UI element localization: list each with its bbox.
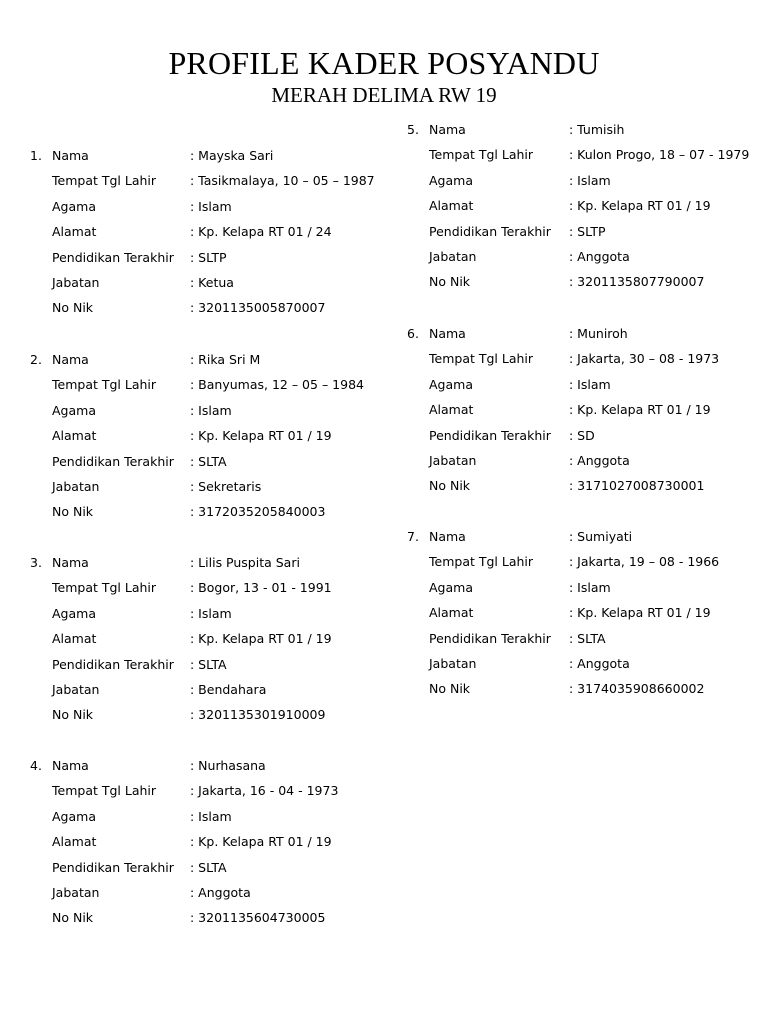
field-value: : 3201135301910009 [190,707,326,723]
field-value: : 3201135005870007 [190,300,326,316]
field-value: : SD [569,427,595,443]
entry-number: 1. [30,148,42,163]
entry-number: 4. [30,758,42,773]
field-label: Nama [52,352,89,367]
field-label: Alamat [429,605,474,621]
entry-number: 2. [30,352,42,367]
field-label: No Nik [429,681,471,697]
field-value: : Kp. Kelapa RT 01 / 19 [569,402,711,418]
field-label: Alamat [52,834,97,850]
field-label: Tempat Tgl Lahir [52,377,157,393]
field-value: : Jakarta, 19 – 08 - 1966 [569,554,720,570]
field-value: : Jakarta, 16 - 04 - 1973 [190,783,339,799]
field-value: : Lilis Puspita Sari [190,555,300,570]
field-value: : Anggota [190,884,251,900]
field-label: Tempat Tgl Lahir [52,173,157,189]
field-label: Jabatan [52,681,100,697]
field-label: Agama [52,402,96,418]
field-value: : Anggota [569,655,630,671]
field-label: No Nik [52,504,94,520]
field-label: Jabatan [52,478,100,494]
field-label: Agama [429,579,473,595]
field-label: Alamat [52,631,97,647]
field-value: : Islam [569,376,611,392]
field-value: : SLTA [190,656,227,672]
field-value: : Banyumas, 12 – 05 – 1984 [190,377,364,393]
field-label: Pendidikan Terakhir [429,223,551,239]
field-label: Tempat Tgl Lahir [429,147,534,163]
field-label: Pendidikan Terakhir [52,859,174,875]
page-subtitle: MERAH DELIMA RW 19 [271,83,497,107]
field-value: : Tumisih [569,122,625,137]
field-value: : Bogor, 13 - 01 - 1991 [190,580,332,596]
field-label: Jabatan [429,248,477,264]
field-value: : 3201135604730005 [190,910,326,926]
field-value: : Muniroh [569,326,628,341]
field-value: : SLTP [190,249,227,265]
field-label: Jabatan [429,452,477,468]
field-value: : Tasikmalaya, 10 – 05 – 1987 [190,173,375,189]
field-value: : Islam [190,198,232,214]
field-value: : Kp. Kelapa RT 01 / 19 [190,834,332,850]
field-label: Nama [52,555,89,570]
entry-number: 6. [407,326,419,341]
field-label: Tempat Tgl Lahir [52,580,157,596]
field-label: Nama [429,529,466,544]
field-value: : Sumiyati [569,529,633,544]
field-value: : 3172035205840003 [190,504,326,520]
field-label: Tempat Tgl Lahir [52,783,157,799]
field-value: : Kulon Progo, 18 – 07 - 1979 [569,147,750,163]
field-label: Agama [52,605,96,621]
field-label: Agama [429,376,473,392]
entry-number: 3. [30,555,42,570]
field-label: Alamat [52,224,97,240]
field-label: Jabatan [429,655,477,671]
field-value: : Kp. Kelapa RT 01 / 19 [569,198,711,214]
field-value: : SLTP [569,223,606,239]
field-value: : Sekretaris [190,478,262,494]
field-value: : SLTA [190,453,227,469]
entry-number: 7. [407,529,419,544]
field-value: : Bendahara [190,681,267,697]
field-value: : Nurhasana [190,758,266,773]
field-label: No Nik [52,300,94,316]
field-value: : Kp. Kelapa RT 01 / 24 [190,224,332,240]
field-value: : Islam [190,605,232,621]
field-label: Pendidikan Terakhir [429,630,551,646]
field-label: Pendidikan Terakhir [52,249,174,265]
field-value: : Anggota [569,452,630,468]
field-value: : Islam [569,579,611,595]
field-value: : Kp. Kelapa RT 01 / 19 [190,428,332,444]
field-value: : 3201135807790007 [569,274,705,290]
field-value: : SLTA [569,630,606,646]
field-label: No Nik [429,274,471,290]
field-value: : Islam [190,402,232,418]
field-label: Pendidikan Terakhir [52,453,174,469]
field-label: Nama [429,326,466,341]
field-label: Agama [52,808,96,824]
field-label: No Nik [429,478,471,494]
field-value: : SLTA [190,859,227,875]
field-value: : Ketua [190,274,234,290]
field-value: : Rika Sri M [190,352,261,367]
field-value: : Jakarta, 30 – 08 - 1973 [569,351,720,367]
field-label: Nama [429,122,466,137]
field-label: Alamat [52,428,97,444]
field-value: : 3174035908660002 [569,681,705,697]
field-label: Pendidikan Terakhir [52,656,174,672]
field-label: Jabatan [52,884,100,900]
entry-number: 5. [407,122,419,137]
field-value: : 3171027008730001 [569,478,705,494]
field-value: : Islam [190,808,232,824]
field-value: : Islam [569,172,611,188]
field-value: : Kp. Kelapa RT 01 / 19 [190,631,332,647]
field-label: Nama [52,148,89,163]
field-label: No Nik [52,910,94,926]
field-value: : Kp. Kelapa RT 01 / 19 [569,605,711,621]
field-label: Alamat [429,402,474,418]
field-value: : Anggota [569,248,630,264]
field-label: Nama [52,758,89,773]
field-label: Alamat [429,198,474,214]
field-label: Agama [52,198,96,214]
field-value: : Mayska Sari [190,148,274,163]
field-label: Agama [429,172,473,188]
page-title: PROFILE KADER POSYANDU [168,45,600,81]
field-label: Tempat Tgl Lahir [429,554,534,570]
field-label: No Nik [52,707,94,723]
field-label: Jabatan [52,274,100,290]
field-label: Pendidikan Terakhir [429,427,551,443]
field-label: Tempat Tgl Lahir [429,351,534,367]
